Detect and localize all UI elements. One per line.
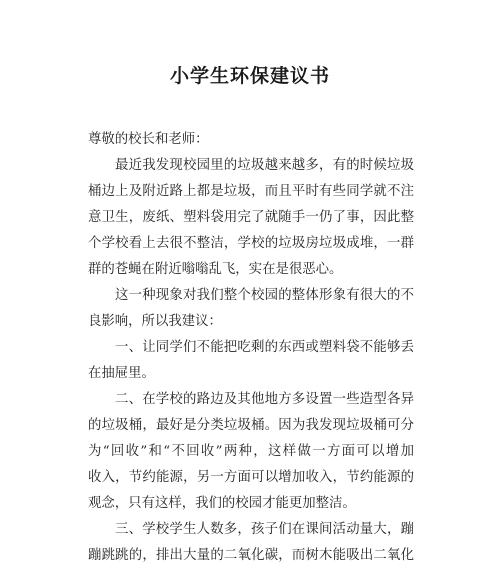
body-line: 意卫生，废纸、塑料袋用完了就随手一仍了事，因此整 bbox=[88, 210, 414, 225]
body-line: 蹦跳跳的，排出大量的二氧化碳，而树木能吸出二氧化 bbox=[88, 548, 414, 563]
body-line: 三、学校学生人数多，孩子们在课间活动量大，蹦 bbox=[115, 522, 414, 537]
body-line: 最近我发现校园里的垃圾越来越多，有的时候垃圾 bbox=[115, 158, 414, 173]
body-line: 为“回收”和“不回收”两种，这样做一方面可以增加 bbox=[88, 444, 414, 459]
salutation-line: 尊敬的校长和老师： bbox=[88, 132, 209, 147]
body-line: 收入，节约能源，另一方面可以增加收入，节约能源的 bbox=[88, 470, 414, 485]
body-line: 一、让同学们不能把吃剩的东西或塑料袋不能够丢 bbox=[115, 340, 414, 355]
body-line: 桶边上及附近路上都是垃圾，而且平时有些同学就不注 bbox=[88, 184, 414, 199]
body-line: 在抽屉里。 bbox=[88, 366, 155, 381]
body-line: 群的苍蝇在附近嗡嗡乱飞，实在是很恶心。 bbox=[88, 262, 343, 277]
document-body bbox=[88, 127, 414, 569]
body-line: 的垃圾桶，最好是分类垃圾桶。因为我发现垃圾桶可分 bbox=[88, 418, 414, 433]
document-title: 小学生环保建议书 bbox=[169, 65, 330, 87]
body-line: 观念，只有这样，我们的校园才能更加整洁。 bbox=[88, 496, 356, 511]
body-line: 二、在学校的路边及其他地方多设置一些造型各异 bbox=[115, 392, 414, 407]
body-line: 个学校看上去很不整洁，学校的垃圾房垃圾成堆，一群 bbox=[88, 236, 414, 251]
body-line: 良影响，所以我建议： bbox=[88, 314, 222, 329]
body-line: 这一种现象对我们整个校园的整体形象有很大的不 bbox=[115, 288, 414, 303]
